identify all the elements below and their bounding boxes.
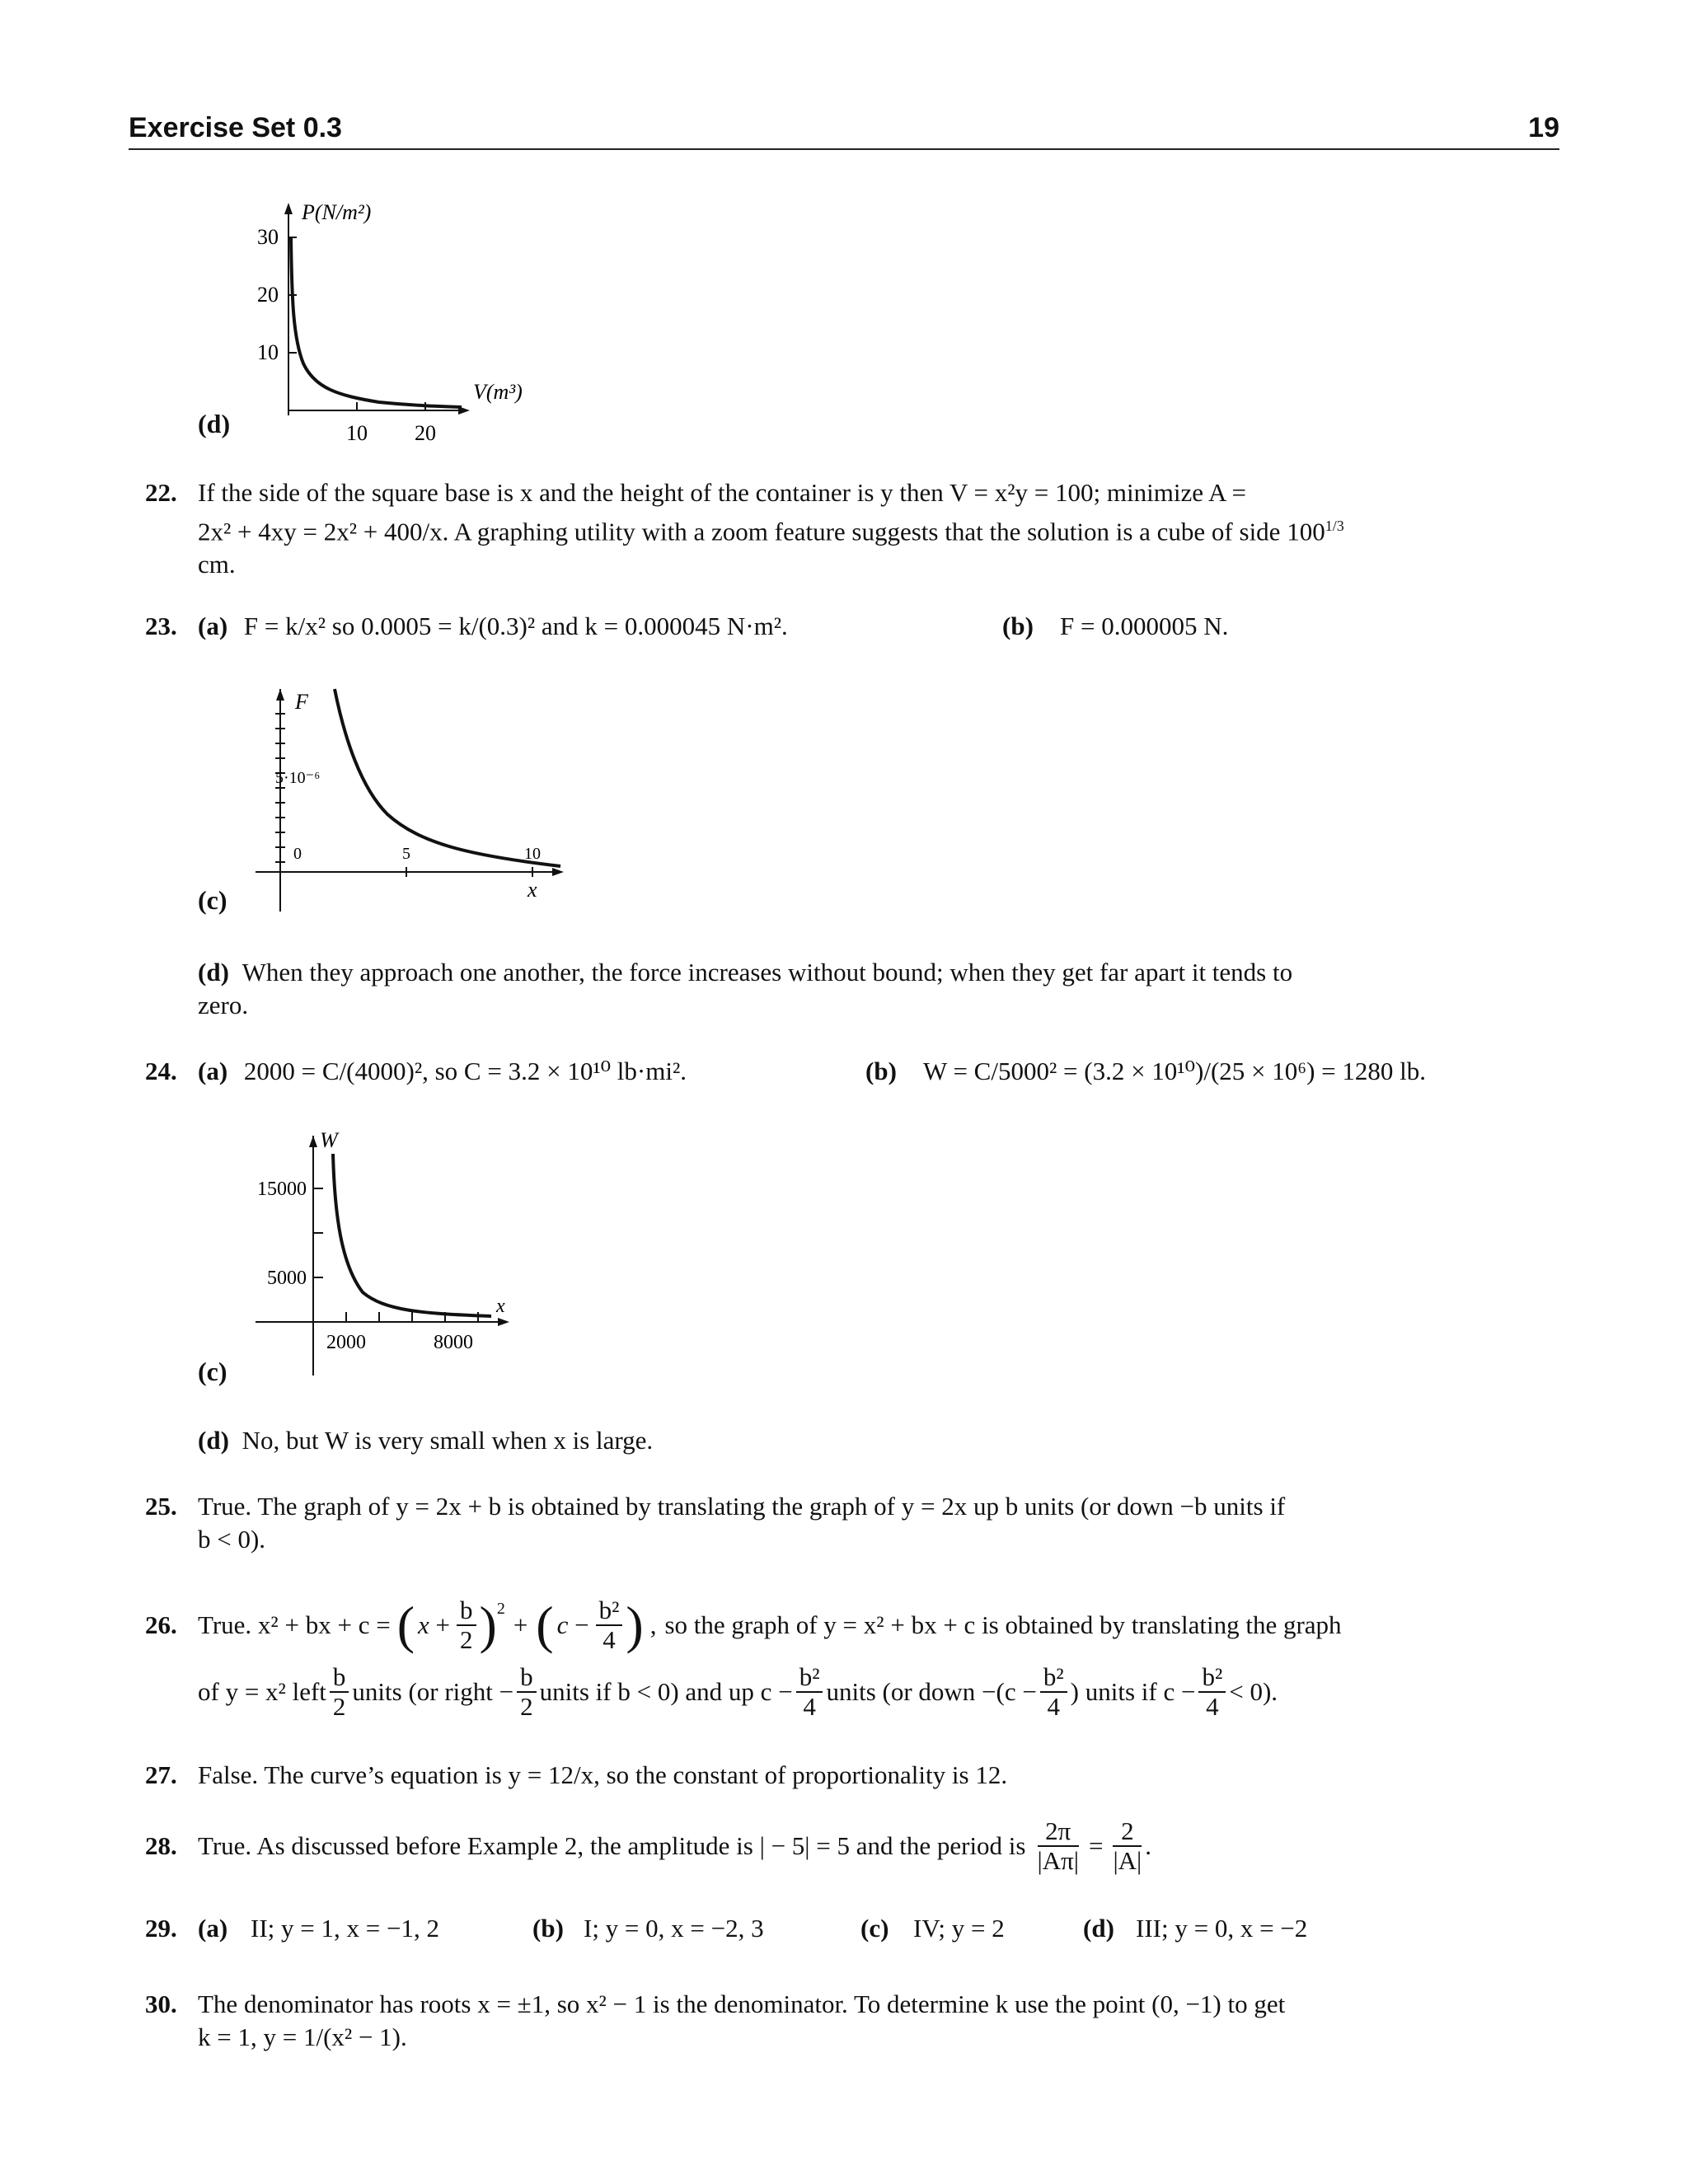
x-axis-label: x: [496, 1296, 505, 1317]
part-label-24c: (c): [198, 1357, 227, 1386]
curve: [335, 689, 560, 866]
x-tick-5: 5: [402, 845, 410, 863]
problem-25: 25. True. The graph of y = 2x + b is obtained by translating the graph of y = 2x up b units (or down −b units if b < 0).: [145, 1492, 1286, 1554]
y-tick-20: 20: [257, 283, 279, 307]
part-label-d: (d): [198, 409, 231, 438]
problem-28: 28. True. As discussed before Example 2, the amplitude is | − 5| = 5 and the period is $\frac{2\pi}{|A\pi|}$ = $\frac{2}{|A|}$ .: [145, 1816, 1151, 1875]
y-tick-30: 30: [257, 225, 279, 249]
pressure-volume-graph: [239, 194, 552, 450]
problem-22: 22. If the side of the square base is x and the height of the container is y then V = x²y = 100; minimize A = 2x² + 4xy = 2x² + 400/x. A graphing utility with a zoom feature suggests that the solution is a cube of side $100^{1/3}$ cm.: [145, 478, 1344, 579]
y-tick-15000: 15000: [257, 1179, 307, 1200]
y-axis-label: F: [295, 690, 308, 714]
problem-27: 27. False. The curve’s equation is y = 12/x, so the constant of proportionality is 12.: [145, 1760, 1008, 1789]
y-axis-label: P(N/m²): [302, 200, 372, 224]
x-axis-label: x: [528, 878, 537, 902]
problem-23: 23. (a) F = k/x² so 0.0005 = k/(0.3)² and k = 0.000045 N·m². (b) F = 0.000005 N.: [145, 612, 1229, 640]
y-axis-label: W: [320, 1128, 338, 1152]
x-tick-10: 10: [346, 421, 368, 445]
page-number: 19: [1528, 112, 1559, 143]
y-tick-5000: 5000: [267, 1268, 307, 1289]
curve: [333, 1154, 491, 1316]
section-title: Exercise Set 0.3: [129, 112, 342, 143]
y-tick-10: 10: [257, 340, 279, 364]
x-tick-10: 10: [524, 845, 541, 863]
page-header: [129, 112, 1559, 150]
force-distance-graph: [247, 681, 577, 920]
problem-26: 26. True. x² + bx + c = ( x + $\frac{b}{2}$ ) $^2$ + ( c − $\frac{\text{b²}}{4}$ ) , so the graph of y = x² + bx + c is obtained by translating the graph of y = x² left $\frac{b}{2}$ units (or right − $\frac{b}{2}$ units if b < 0) and up c − $\frac{\text{b²}}{4}$ units (or down −(c − $\frac{\text{b²}}{4}$ ) units if c − $\frac{\text{b²}}{4}$ < 0).: [145, 1596, 1342, 1721]
problem-30: 30. The denominator has roots x = ±1, so x² − 1 is the denominator. To determine k use the point (0, −1) to get k = 1, y = 1/(x² − 1).: [145, 1990, 1286, 2051]
y-tick-label: 5·10⁻⁶: [275, 769, 321, 787]
x-tick-8000: 8000: [434, 1332, 473, 1353]
curve: [291, 237, 462, 407]
x-tick-2000: 2000: [326, 1332, 366, 1353]
problem-23d: (d) When they approach one another, the force increases without bound; when they get far apart it tends to zero.: [198, 958, 1293, 1019]
weight-distance-graph: [239, 1124, 536, 1380]
problem-24: 24. (a) 2000 = C/(4000)², so C = 3.2 × 10¹⁰ lb·mi². (b) W = C/5000² = (3.2 × 10¹⁰)/(25 × 10⁶) = 1280 lb.: [145, 1057, 1426, 1085]
part-label-23c: (c): [198, 885, 227, 915]
problem-24d: (d) No, but W is very small when x is large.: [198, 1426, 654, 1455]
x-axis-label: V(m³): [473, 380, 523, 404]
x-tick-0: 0: [293, 845, 302, 863]
x-tick-20: 20: [415, 421, 436, 445]
